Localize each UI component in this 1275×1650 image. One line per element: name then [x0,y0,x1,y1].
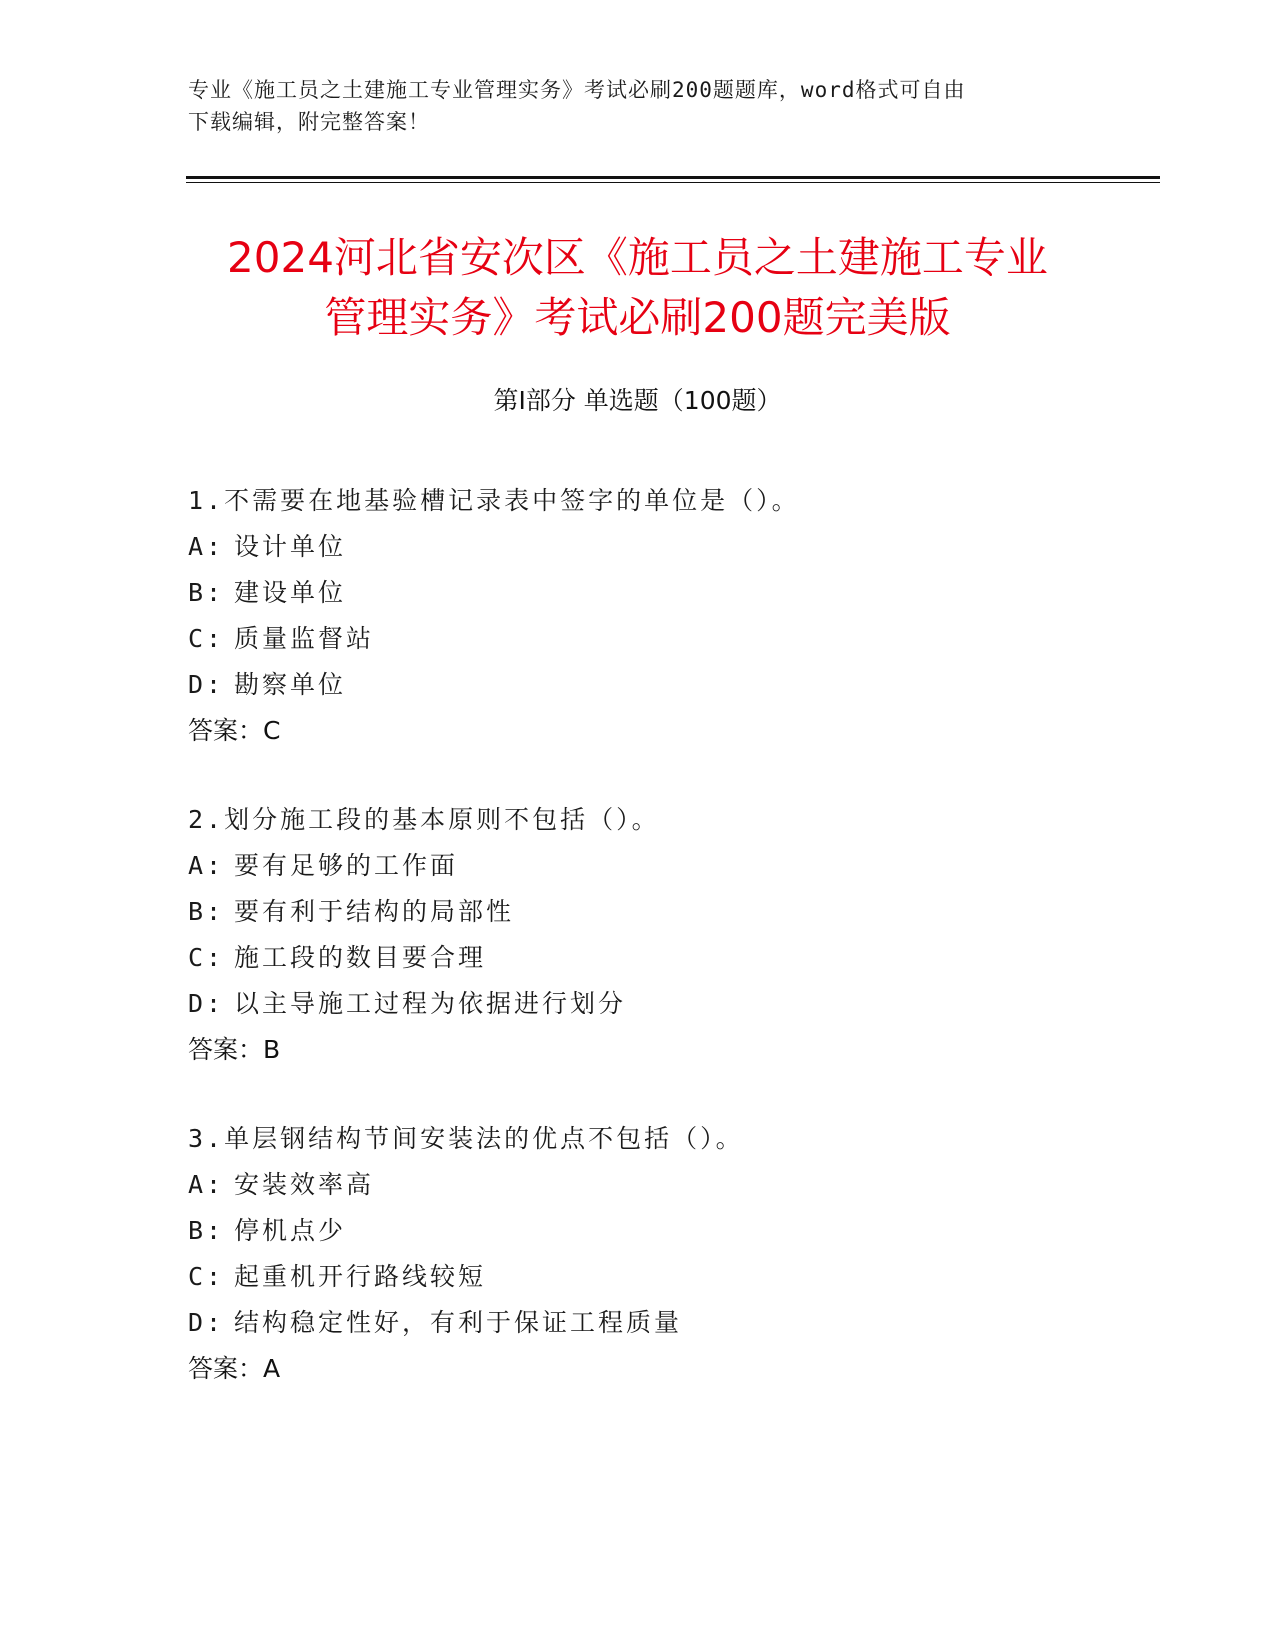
header-divider-thin [186,182,1160,183]
answer-line [188,1027,1138,1073]
option-b [188,889,1138,935]
answer-value: B [263,1035,281,1064]
option-text: 勘察单位 [234,670,347,699]
option-letter: A: [188,1170,225,1199]
answer-value: A [263,1354,281,1383]
question-stem: 3.单层钢结构节间安装法的优点不包括（）。 [188,1124,744,1153]
answer-value: C [263,716,281,745]
document-title [150,228,1125,348]
option-letter: B: [188,578,225,607]
option-b [188,1208,1138,1254]
answer-line [188,708,1138,754]
option-letter: B: [188,1216,225,1245]
option-c [188,1254,1138,1300]
option-text: 以主导施工过程为依据进行划分 [234,989,627,1018]
option-d [188,662,1138,708]
option-c [188,616,1138,662]
option-text: 设计单位 [234,532,347,561]
option-letter: A: [188,851,225,880]
header-note-line-1: 专业《施工员之土建施工专业管理实务》考试必刷200题题库，word格式可自由 [188,78,966,102]
option-d [188,1300,1138,1346]
option-letter: A: [188,532,225,561]
option-text: 结构稳定性好，有利于保证工程质量 [234,1308,683,1337]
answer-label: 答案： [188,1035,264,1064]
option-c [188,935,1138,981]
option-text: 施工段的数目要合理 [234,943,487,972]
document-title-line-2: 管理实务》考试必刷200题完美版 [324,293,951,342]
question-3 [188,1116,1138,1392]
question-1 [188,478,1138,754]
option-letter: D: [188,1308,225,1337]
header-divider-thick [186,176,1160,179]
option-text: 安装效率高 [234,1170,375,1199]
option-text: 质量监督站 [234,624,375,653]
option-a [188,843,1138,889]
option-letter: C: [188,624,225,653]
option-d [188,981,1138,1027]
question-2 [188,797,1138,1073]
option-text: 起重机开行路线较短 [234,1262,487,1291]
header-note-line-2: 下载编辑，附完整答案！ [188,110,430,134]
option-letter: D: [188,989,225,1018]
option-a [188,524,1138,570]
option-letter: D: [188,670,225,699]
option-text: 要有足够的工作面 [234,851,459,880]
document-title-line-1: 2024河北省安次区《施工员之土建施工专业 [227,233,1048,282]
option-text: 停机点少 [234,1216,347,1245]
question-stem: 2.划分施工段的基本原则不包括（）。 [188,805,660,834]
section-heading: 第Ⅰ部分 单选题（100题） [493,386,782,415]
header-note [188,74,1088,138]
option-text: 要有利于结构的局部性 [234,897,515,926]
answer-line [188,1346,1138,1392]
option-b [188,570,1138,616]
question-stem: 1.不需要在地基验槽记录表中签字的单位是（）。 [188,486,800,515]
option-letter: C: [188,943,225,972]
answer-label: 答案： [188,716,264,745]
option-letter: B: [188,897,225,926]
answer-label: 答案： [188,1354,264,1383]
option-letter: C: [188,1262,225,1291]
option-a [188,1162,1138,1208]
option-text: 建设单位 [234,578,347,607]
